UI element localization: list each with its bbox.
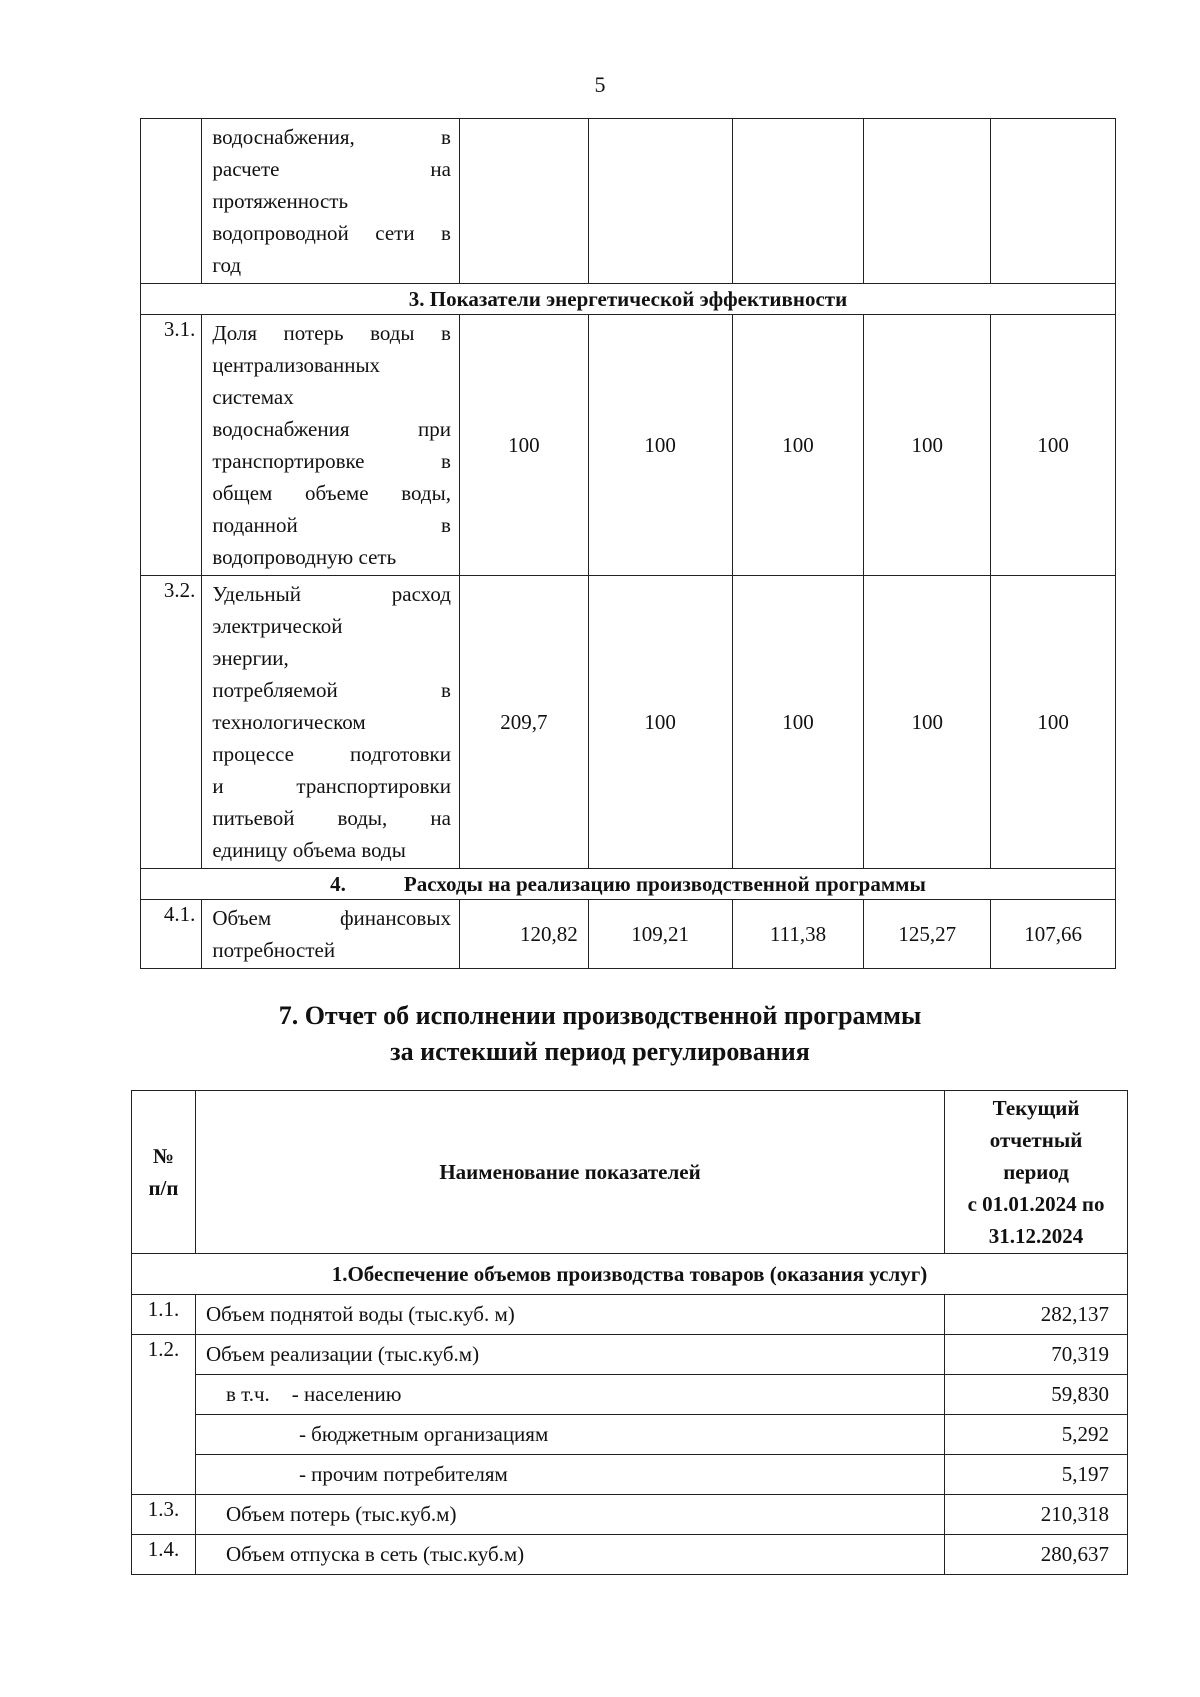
value-cell: 282,137 <box>945 1295 1128 1335</box>
value-cell: 100 <box>732 315 864 576</box>
indicator-name: водоснабжения, в расчете на протяженность водопроводной сети в год <box>202 119 460 284</box>
table-row <box>132 1495 1128 1535</box>
indicator-name: в т.ч. - населению <box>195 1375 944 1415</box>
indicator-name: Объем потерь (тыс.куб.м) <box>195 1495 944 1535</box>
section-row <box>141 869 1116 900</box>
table-row <box>132 1375 1128 1415</box>
program-execution-report-table <box>131 1090 1128 1575</box>
section-heading: 3. Показатели энергетической эффективности <box>141 284 1116 315</box>
table-row <box>141 900 1116 969</box>
header-period: Текущий отчетный период с 01.01.2024 по 31.12.2024 <box>945 1091 1128 1254</box>
page-number: 5 <box>594 72 606 97</box>
section-row <box>141 284 1116 315</box>
section-text: Расходы на реализацию производственной программы <box>403 871 926 896</box>
indicator-name: Удельный расход электрической энергии, потребляемой в технологическом процессе подготовки и транспортировки питьевой воды, на единицу объема воды <box>202 576 460 869</box>
table-row <box>141 119 1116 284</box>
value-cell <box>864 119 991 284</box>
value-cell: 100 <box>991 576 1116 869</box>
table-row <box>132 1335 1128 1375</box>
section-row <box>132 1254 1128 1295</box>
value-cell <box>991 119 1116 284</box>
value-cell: 100 <box>588 315 732 576</box>
row-number: 4.1. <box>141 900 202 969</box>
report-title <box>0 998 1200 1070</box>
value-cell: 5,197 <box>945 1455 1128 1495</box>
section-number: 4. <box>330 871 346 896</box>
section-heading <box>141 869 1116 900</box>
value-cell: 100 <box>732 576 864 869</box>
table-row <box>141 315 1116 576</box>
indicator-name: Объем финансовых потребностей <box>202 900 460 969</box>
row-number: 1.3. <box>132 1495 196 1535</box>
value-cell: 100 <box>588 576 732 869</box>
value-cell: 100 <box>459 315 588 576</box>
value-cell <box>732 119 864 284</box>
report-title-line2: за истекший период регулирования <box>390 1037 810 1066</box>
indicator-name: - бюджетным организациям <box>195 1415 944 1455</box>
report-title-line1: 7. Отчет об исполнении производственной программы <box>278 1001 922 1030</box>
value-cell: 100 <box>864 576 991 869</box>
table-row <box>132 1295 1128 1335</box>
value-cell: 5,292 <box>945 1415 1128 1455</box>
row-number: 1.1. <box>132 1295 196 1335</box>
performance-indicators-table <box>140 118 1116 969</box>
indicator-name: Объем реализации (тыс.куб.м) <box>195 1335 944 1375</box>
value-cell: 109,21 <box>588 900 732 969</box>
indicator-name: Объем отпуска в сеть (тыс.куб.м) <box>195 1535 944 1575</box>
header-number: № п/п <box>132 1091 196 1254</box>
table-row <box>132 1415 1128 1455</box>
row-number <box>141 119 202 284</box>
row-number: 3.1. <box>141 315 202 576</box>
section-heading: 1.Обеспечение объемов производства товаров (оказания услуг) <box>132 1254 1128 1295</box>
row-number: 1.2. <box>132 1335 196 1495</box>
indicator-name: Объем поднятой воды (тыс.куб. м) <box>195 1295 944 1335</box>
indicator-name: Доля потерь воды в централизованных системах водоснабжения при транспортировке в общем объеме воды, поданной в водопроводную сеть <box>202 315 460 576</box>
table-row <box>132 1535 1128 1575</box>
value-cell: 210,318 <box>945 1495 1128 1535</box>
indicator-name: - прочим потребителям <box>195 1455 944 1495</box>
value-cell: 111,38 <box>732 900 864 969</box>
header-name: Наименование показателей <box>195 1091 944 1254</box>
value-cell: 280,637 <box>945 1535 1128 1575</box>
table-row <box>132 1455 1128 1495</box>
value-cell: 100 <box>864 315 991 576</box>
header-row <box>132 1091 1128 1254</box>
value-cell: 125,27 <box>864 900 991 969</box>
including-prefix: в т.ч. <box>225 1382 270 1406</box>
value-cell <box>459 119 588 284</box>
value-cell: 120,82 <box>459 900 588 969</box>
table-row <box>141 576 1116 869</box>
value-cell: 70,319 <box>945 1335 1128 1375</box>
row-number: 1.4. <box>132 1535 196 1575</box>
value-cell: 100 <box>991 315 1116 576</box>
value-cell: 209,7 <box>459 576 588 869</box>
row-number: 3.2. <box>141 576 202 869</box>
value-cell: 59,830 <box>945 1375 1128 1415</box>
value-cell: 107,66 <box>991 900 1116 969</box>
value-cell <box>588 119 732 284</box>
